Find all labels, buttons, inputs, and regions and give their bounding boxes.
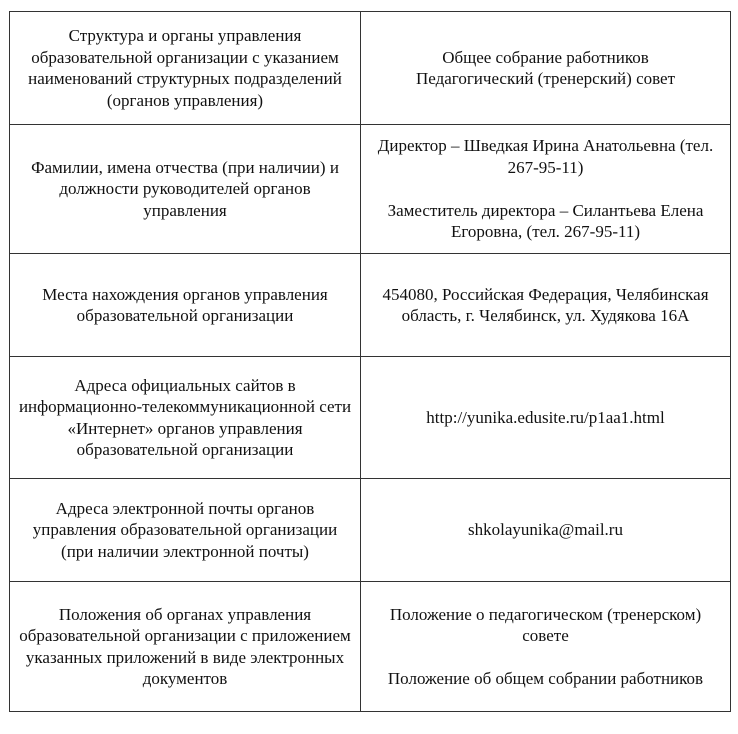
table-row-email bbox=[10, 479, 731, 582]
regulation-pedagogical-council[interactable]: Положение о педагогическом (тренерском) совете bbox=[389, 604, 702, 645]
row-label-websites: Адреса официальных сайтов в информационно-телекоммуникационной сети «Интернет» органов управления образовательной организации bbox=[10, 357, 361, 479]
table-row-heads bbox=[10, 125, 731, 254]
governing-body-general-meeting: Общее собрание работников bbox=[442, 47, 649, 67]
governance-info-table bbox=[9, 11, 731, 712]
table-row-websites bbox=[10, 357, 731, 479]
row-label-heads: Фамилии, имена отчества (при наличии) и должности руководителей органов управления bbox=[10, 125, 361, 254]
governing-body-pedagogical-council: Педагогический (тренерский) совет bbox=[415, 69, 676, 88]
spacer bbox=[367, 647, 724, 669]
deputy-director-entry: Заместитель директора – Силантьева Елена Егоровна, (тел. 267-95-11) bbox=[387, 200, 704, 242]
row-value-websites bbox=[361, 357, 731, 479]
row-label-email: Адреса электронной почты органов управления образовательной организации (при наличии электронной почты) bbox=[10, 479, 361, 582]
row-label-structure: Структура и органы управления образовательной организации с указанием наименований структурных подразделений (органов управления) bbox=[10, 12, 361, 125]
row-value-heads bbox=[361, 125, 731, 254]
postal-address: 454080, Российская Федерация, Челябинская область, г. Челябинск, ул. Худякова 16А bbox=[382, 284, 709, 325]
row-value-email bbox=[361, 479, 731, 582]
website-link[interactable]: http://yunika.edusite.ru/p1aa1.html bbox=[426, 407, 665, 427]
row-value-location bbox=[361, 254, 731, 357]
row-label-location: Места нахождения органов управления образовательной организации bbox=[10, 254, 361, 357]
table-row-location bbox=[10, 254, 731, 357]
row-label-regulations: Положения об органах управления образовательной организации с приложением указанных приложений в виде электронных документов bbox=[10, 582, 361, 712]
row-value-structure bbox=[361, 12, 731, 125]
email-link[interactable]: shkolayunika@mail.ru bbox=[468, 520, 623, 540]
table-row-structure bbox=[10, 12, 731, 125]
regulation-general-meeting[interactable]: Положение об общем собрании работников bbox=[387, 669, 704, 688]
row-value-regulations bbox=[361, 582, 731, 712]
spacer bbox=[367, 178, 724, 200]
table-row-regulations bbox=[10, 582, 731, 712]
director-entry: Директор – Шведкая Ирина Анатольевна (тел. 267-95-11) bbox=[377, 136, 714, 177]
